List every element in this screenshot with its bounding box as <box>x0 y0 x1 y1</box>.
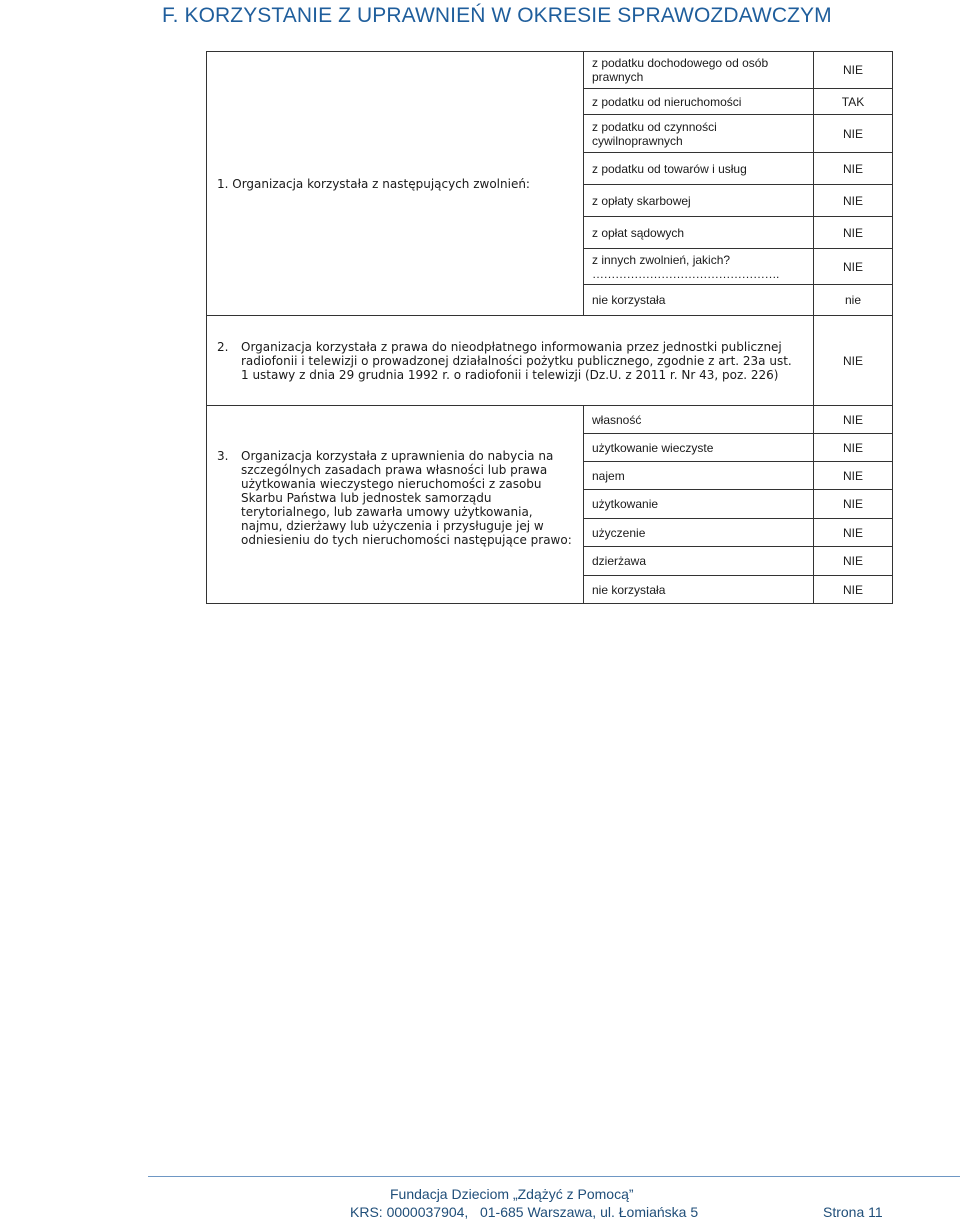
exemption-label: z podatku od nieruchomości <box>584 89 814 115</box>
radio-tv-question-text: Organizacja korzystała z prawa do nieodpłatnego informowania przez jednostki publicznej radiofonii i telewizji o prowadzonej działalności pożytku publicznego, zgodnie z art. 23a ust. 1 ustawy z dnia 29 grudnia 1992 r. o radiofonii i telewizji (Dz.U. z 2011 r. Nr 43, poz. 226) <box>241 339 792 382</box>
exemption-value: nie <box>814 285 893 316</box>
exemption-value: NIE <box>814 249 893 285</box>
footer-organization: Fundacja Dzieciom „Zdążyć z Pomocą” <box>390 1186 634 1202</box>
property-label: użyczenie <box>584 519 814 547</box>
footer-divider <box>148 1176 960 1177</box>
radio-tv-value: NIE <box>814 316 893 406</box>
radio-tv-question <box>207 316 814 406</box>
exemption-label: z podatku od czynności cywilnoprawnych <box>584 115 814 153</box>
property-label: własność <box>584 406 814 434</box>
exemption-label: z podatku dochodowego od osób prawnych <box>584 52 814 89</box>
property-value: NIE <box>814 576 893 604</box>
property-label: najem <box>584 462 814 490</box>
exemption-label-other <box>584 249 814 285</box>
property-value: NIE <box>814 519 893 547</box>
property-label: dzierżawa <box>584 547 814 576</box>
report-table <box>206 51 893 604</box>
property-value: NIE <box>814 490 893 519</box>
property-label: nie korzystała <box>584 576 814 604</box>
exemption-label: z opłat sądowych <box>584 217 814 249</box>
property-value: NIE <box>814 462 893 490</box>
property-label: użytkowanie wieczyste <box>584 434 814 462</box>
other-exemptions-label: z innych zwolnień, jakich? <box>592 252 731 267</box>
exemption-label: nie korzystała <box>584 285 814 316</box>
property-value: NIE <box>814 547 893 576</box>
exemption-label: z opłaty skarbowej <box>584 185 814 217</box>
exemption-row <box>207 52 893 89</box>
exemption-value: TAK <box>814 89 893 115</box>
exemption-label: z podatku od towarów i usług <box>584 153 814 185</box>
property-value: NIE <box>814 406 893 434</box>
exemption-value: NIE <box>814 153 893 185</box>
property-row <box>207 406 893 434</box>
property-question-text: Organizacja korzystała z uprawnienia do nabycia na szczególnych zasadach prawa własności lub prawa użytkowania wieczystego nieruchomości z zasobu Skarbu Państwa lub jednostek samorządu terytorialnego, lub zawarła umowy użytkowania, najmu, dzierżawy lub użyczenia i przysługuje jej w odniesieniu do tych nieruchomości następujące prawo: <box>241 448 572 547</box>
other-exemptions-blank: …………………………………………. <box>592 266 779 281</box>
exemption-value: NIE <box>814 115 893 153</box>
exemption-value: NIE <box>814 185 893 217</box>
exemptions-question: 1. Organizacja korzystała z następujących zwolnień: <box>207 52 584 316</box>
page-number: Strona 11 <box>823 1204 883 1220</box>
property-question <box>207 406 584 604</box>
exemption-value: NIE <box>814 217 893 249</box>
footer-address: KRS: 0000037904, 01-685 Warszawa, ul. Łomiańska 5 <box>350 1204 699 1220</box>
question-number: 3. <box>217 448 229 463</box>
property-value: NIE <box>814 434 893 462</box>
exemption-value: NIE <box>814 52 893 89</box>
section-heading: F. KORZYSTANIE Z UPRAWNIEŃ W OKRESIE SPRAWOZDAWCZYM <box>162 4 832 27</box>
question-number: 2. <box>217 339 229 354</box>
property-label: użytkowanie <box>584 490 814 519</box>
radio-tv-row <box>207 316 893 406</box>
